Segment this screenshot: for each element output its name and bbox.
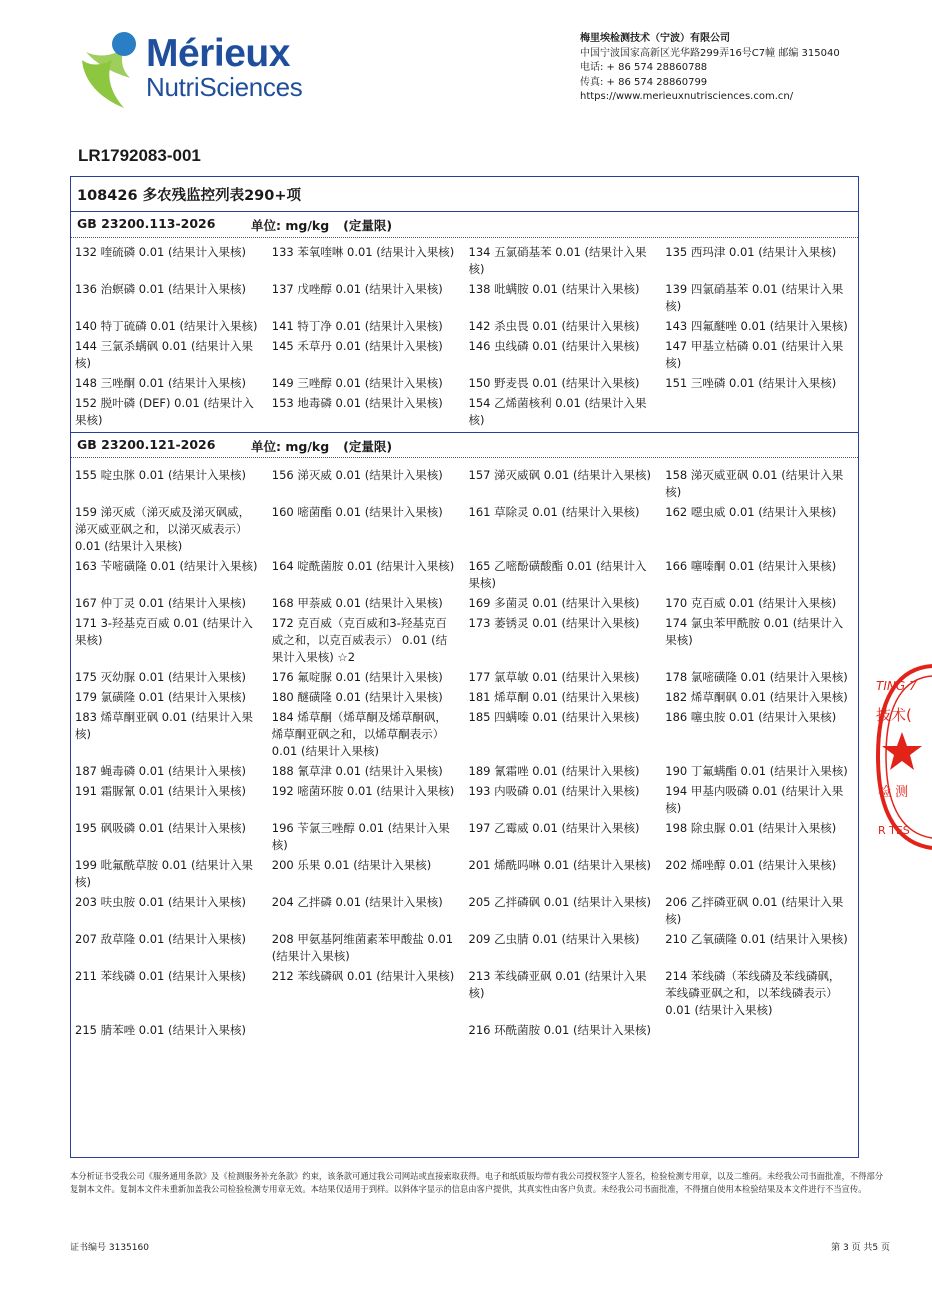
inspection-stamp-icon bbox=[872, 662, 932, 852]
stamp-mid-text: 技术( bbox=[876, 706, 912, 724]
analyte-cell: 204 乙拌磷 0.01 (结果计入果核) bbox=[271, 895, 443, 909]
section-standard: GB 23200.113-2026 bbox=[77, 216, 216, 231]
analyte-cell: 167 仲丁灵 0.01 (结果计入果核) bbox=[75, 596, 246, 610]
table-row bbox=[71, 467, 858, 501]
analyte-cell: 146 虫线磷 0.01 (结果计入果核) bbox=[468, 339, 640, 353]
analyte-cell: 159 涕灭威（涕灭威及涕灭砜威，涕灭威亚砜之和，以涕灭威表示） 0.01 (结果计入果核) bbox=[75, 505, 251, 553]
analyte-cell: 142 杀虫畏 0.01 (结果计入果核) bbox=[468, 319, 640, 333]
analyte-cell: 134 五氯硝基苯 0.01 (结果计入果核) bbox=[468, 245, 647, 276]
analyte-cell: 156 涕灭威 0.01 (结果计入果核) bbox=[271, 468, 443, 482]
stamp-top-text: TING 7 bbox=[876, 679, 917, 693]
analyte-cell: 214 苯线磷（苯线磷及苯线磷砜，苯线磷亚砜之和，以苯线磷表示） 0.01 (结果计入果核) bbox=[665, 969, 841, 1017]
analyte-cell: 154 乙烯菌核利 0.01 (结果计入果核) bbox=[468, 396, 647, 427]
table-row bbox=[71, 894, 858, 928]
company-info bbox=[580, 32, 900, 105]
analyte-cell: 162 噁虫威 0.01 (结果计入果核) bbox=[665, 505, 837, 519]
analyte-cell: 141 特丁净 0.01 (结果计入果核) bbox=[271, 319, 443, 333]
analyte-cell: 157 涕灭威砜 0.01 (结果计入果核) bbox=[468, 468, 651, 482]
company-fax: 传真: + 86 574 28860799 bbox=[580, 76, 708, 88]
analyte-cell: 148 三唑酮 0.01 (结果计入果核) bbox=[75, 376, 246, 390]
analyte-cell: 143 四氟醚唑 0.01 (结果计入果核) bbox=[665, 319, 848, 333]
section-header bbox=[71, 212, 858, 238]
page-number: 第 3 页 共5 页 bbox=[831, 1243, 890, 1253]
table-row bbox=[71, 968, 858, 1019]
analyte-cell: 145 禾草丹 0.01 (结果计入果核) bbox=[271, 339, 443, 353]
analyte-cell: 187 蝇毒磷 0.01 (结果计入果核) bbox=[75, 764, 246, 778]
table-row bbox=[71, 689, 858, 706]
analyte-cell bbox=[268, 1022, 465, 1039]
analyte-cell: 215 腈苯唑 0.01 (结果计入果核) bbox=[75, 1023, 246, 1037]
analyte-cell: 202 烯唑醇 0.01 (结果计入果核) bbox=[665, 858, 837, 872]
analyte-cell: 173 萎锈灵 0.01 (结果计入果核) bbox=[468, 616, 640, 630]
analyte-cell: 178 氯嘧磺隆 0.01 (结果计入果核) bbox=[665, 670, 848, 684]
analyte-cell: 170 克百威 0.01 (结果计入果核) bbox=[665, 596, 837, 610]
analyte-cell: 184 烯草酮（烯草酮及烯草酮砜，烯草酮亚砜之和，以烯草酮表示） 0.01 (结果计入果核) bbox=[271, 710, 447, 758]
analyte-cell: 171 3-羟基克百威 0.01 (结果计入果核) bbox=[75, 616, 253, 647]
table-row bbox=[71, 763, 858, 780]
analyte-cell: 176 氟啶脲 0.01 (结果计入果核) bbox=[271, 670, 443, 684]
analyte-cell: 203 呋虫胺 0.01 (结果计入果核) bbox=[75, 895, 246, 909]
analyte-cell: 163 苄嘧磺隆 0.01 (结果计入果核) bbox=[75, 559, 258, 573]
analyte-cell: 189 氰霜唑 0.01 (结果计入果核) bbox=[468, 764, 640, 778]
analyte-cell bbox=[661, 395, 858, 429]
analyte-cell: 191 霜脲氰 0.01 (结果计入果核) bbox=[75, 784, 246, 798]
table-row bbox=[71, 857, 858, 891]
analyte-cell: 181 烯草酮 0.01 (结果计入果核) bbox=[468, 690, 640, 704]
analyte-cell: 168 甲萘威 0.01 (结果计入果核) bbox=[271, 596, 443, 610]
table-row bbox=[71, 931, 858, 965]
merieux-logo bbox=[78, 30, 310, 110]
table-row bbox=[71, 318, 858, 335]
table-row bbox=[71, 281, 858, 315]
analyte-cell: 212 苯线磷砜 0.01 (结果计入果核) bbox=[271, 969, 455, 983]
analyte-cell: 165 乙嘧酚磺酸酯 0.01 (结果计入果核) bbox=[468, 559, 647, 590]
analyte-cell: 161 草除灵 0.01 (结果计入果核) bbox=[468, 505, 640, 519]
analyte-cell: 199 吡氟酰草胺 0.01 (结果计入果核) bbox=[75, 858, 254, 889]
table-row bbox=[71, 338, 858, 372]
analyte-cell: 137 戊唑醇 0.01 (结果计入果核) bbox=[271, 282, 443, 296]
logo-wordmark-line1: Mérieux bbox=[146, 32, 290, 75]
table-row bbox=[71, 595, 858, 612]
analyte-cell: 144 三氯杀螨砜 0.01 (结果计入果核) bbox=[75, 339, 254, 370]
analyte-cell: 153 地毒磷 0.01 (结果计入果核) bbox=[271, 396, 443, 410]
analyte-cell: 149 三唑醇 0.01 (结果计入果核) bbox=[271, 376, 443, 390]
lq-label: (定量限) bbox=[343, 218, 393, 233]
company-phone: 电话: + 86 574 28860788 bbox=[580, 62, 708, 73]
analyte-cell: 180 醚磺隆 0.01 (结果计入果核) bbox=[271, 690, 443, 704]
analyte-cell: 151 三唑磷 0.01 (结果计入果核) bbox=[665, 376, 837, 390]
analyte-cell: 198 除虫脲 0.01 (结果计入果核) bbox=[665, 821, 837, 835]
analyte-cell: 207 敌草隆 0.01 (结果计入果核) bbox=[75, 932, 246, 946]
analyte-cell: 201 烯酰吗啉 0.01 (结果计入果核) bbox=[468, 858, 651, 872]
analyte-cell: 133 苯氧喹啉 0.01 (结果计入果核) bbox=[271, 245, 455, 259]
analyte-cell: 135 西玛津 0.01 (结果计入果核) bbox=[665, 245, 837, 259]
unit-label: 单位: mg/kg bbox=[251, 439, 330, 454]
table-row bbox=[71, 395, 858, 429]
analyte-cell: 147 甲基立枯磷 0.01 (结果计入果核) bbox=[665, 339, 844, 370]
company-website: https://www.merieuxnutrisciences.com.cn/ bbox=[580, 91, 794, 102]
table-row bbox=[71, 558, 858, 592]
analyte-cell: 152 脱叶磷 (DEF) 0.01 (结果计入果核) bbox=[75, 396, 254, 427]
section-unit bbox=[251, 437, 392, 455]
analyte-cell: 179 氯磺隆 0.01 (结果计入果核) bbox=[75, 690, 246, 704]
section-header bbox=[71, 432, 858, 458]
section-gb-23200-113 bbox=[71, 212, 858, 429]
analyte-cell: 158 涕灭威亚砜 0.01 (结果计入果核) bbox=[665, 468, 844, 499]
analyte-cell: 211 苯线磷 0.01 (结果计入果核) bbox=[75, 969, 246, 983]
analyte-cell: 200 乐果 0.01 (结果计入果核) bbox=[271, 858, 432, 872]
table-row bbox=[71, 244, 858, 278]
analyte-cell: 197 乙霉威 0.01 (结果计入果核) bbox=[468, 821, 640, 835]
analyte-cell: 136 治螟磷 0.01 (结果计入果核) bbox=[75, 282, 246, 296]
analyte-cell: 175 灭幼脲 0.01 (结果计入果核) bbox=[75, 670, 246, 684]
analyte-cell: 169 多菌灵 0.01 (结果计入果核) bbox=[468, 596, 640, 610]
analyte-cell bbox=[661, 1022, 858, 1039]
analyte-cell: 160 嘧菌酯 0.01 (结果计入果核) bbox=[271, 505, 443, 519]
section-rows bbox=[71, 458, 858, 1039]
analyte-cell: 132 喹硫磷 0.01 (结果计入果核) bbox=[75, 245, 246, 259]
table-row bbox=[71, 709, 858, 760]
stamp-lower-text: 检 测 bbox=[878, 785, 909, 800]
report-number: LR1792083-001 bbox=[78, 146, 201, 165]
unit-label: 单位: mg/kg bbox=[251, 218, 330, 233]
analyte-cell: 155 啶虫脒 0.01 (结果计入果核) bbox=[75, 468, 246, 482]
analyte-cell: 138 吡螨胺 0.01 (结果计入果核) bbox=[468, 282, 640, 296]
analyte-cell: 139 四氯硝基苯 0.01 (结果计入果核) bbox=[665, 282, 844, 313]
table-row bbox=[71, 820, 858, 854]
table-title: 108426 多农残监控列表290+项 bbox=[71, 177, 858, 212]
logo-wordmark-line2: NutriSciences bbox=[146, 72, 303, 102]
table-row bbox=[71, 1022, 858, 1039]
analyte-cell: 150 野麦畏 0.01 (结果计入果核) bbox=[468, 376, 640, 390]
analyte-cell: 183 烯草酮亚砜 0.01 (结果计入果核) bbox=[75, 710, 254, 741]
analyte-cell: 213 苯线磷亚砜 0.01 (结果计入果核) bbox=[468, 969, 647, 1000]
analyte-cell: 186 噻虫胺 0.01 (结果计入果核) bbox=[665, 710, 837, 724]
analyte-cell: 185 四螨嗪 0.01 (结果计入果核) bbox=[468, 710, 640, 724]
section-unit bbox=[251, 216, 392, 234]
analyte-cell: 190 丁氟螨酯 0.01 (结果计入果核) bbox=[665, 764, 848, 778]
section-rows bbox=[71, 238, 858, 429]
lq-label: (定量限) bbox=[343, 439, 393, 454]
analyte-cell: 164 啶酰菌胺 0.01 (结果计入果核) bbox=[271, 559, 455, 573]
logo-mark-icon bbox=[78, 30, 148, 110]
analyte-cell: 208 甲氨基阿维菌素苯甲酸盐 0.01 (结果计入果核) bbox=[271, 932, 454, 963]
analyte-cell: 210 乙氧磺隆 0.01 (结果计入果核) bbox=[665, 932, 848, 946]
analyte-cell: 194 甲基内吸磷 0.01 (结果计入果核) bbox=[665, 784, 844, 815]
section-gb-23200-121 bbox=[71, 432, 858, 1039]
analyte-cell: 205 乙拌磷砜 0.01 (结果计入果核) bbox=[468, 895, 651, 909]
results-table bbox=[70, 176, 859, 1158]
company-name: 梅里埃检测技术（宁波）有限公司 bbox=[580, 33, 730, 44]
company-address: 中国宁波国家高新区光华路299弄16号C7幢 邮编 315040 bbox=[580, 47, 840, 59]
analyte-cell: 140 特丁硫磷 0.01 (结果计入果核) bbox=[75, 319, 258, 333]
table-row bbox=[71, 504, 858, 555]
table-row bbox=[71, 783, 858, 817]
analyte-cell: 174 氯虫苯甲酰胺 0.01 (结果计入果核) bbox=[665, 616, 844, 647]
table-row bbox=[71, 375, 858, 392]
analyte-cell: 188 氰草津 0.01 (结果计入果核) bbox=[271, 764, 443, 778]
analyte-cell: 177 氯草敏 0.01 (结果计入果核) bbox=[468, 670, 640, 684]
table-row bbox=[71, 615, 858, 666]
analyte-cell: 166 噻嗪酮 0.01 (结果计入果核) bbox=[665, 559, 837, 573]
analyte-cell: 196 苄氯三唑醇 0.01 (结果计入果核) bbox=[271, 821, 450, 852]
table-row bbox=[71, 669, 858, 686]
section-standard: GB 23200.121-2026 bbox=[77, 437, 216, 452]
analyte-cell: 195 砜吸磷 0.01 (结果计入果核) bbox=[75, 821, 246, 835]
analyte-cell: 172 克百威（克百威和3-羟基克百威之和，以克百威表示） 0.01 (结果计入果核) ☆2 bbox=[271, 616, 448, 664]
footer-disclaimer: 本分析证书受我公司《服务通用条款》及《检测服务补充条款》约束，该条款可通过我公司网站或直接索取获得。电子和纸质版均带有我公司授权签字人签名，检验检测专用章，以及二维码。未经我公司书面批准，不得部分复制本文件。复制本文件未重新加盖我公司检验检测专用章无效。本结果仅适用于到样。以斜体字显示的信息由客户提供，其真实性由客户负责。未经我公司书面批准，不得擅自使用本检验结果及本文件进行不当宣传。 bbox=[70, 1171, 884, 1194]
analyte-cell: 216 环酰菌胺 0.01 (结果计入果核) bbox=[468, 1023, 651, 1037]
analyte-cell: 182 烯草酮砜 0.01 (结果计入果核) bbox=[665, 690, 848, 704]
analyte-cell: 206 乙拌磷亚砜 0.01 (结果计入果核) bbox=[665, 895, 844, 926]
analyte-cell: 192 嘧菌环胺 0.01 (结果计入果核) bbox=[271, 784, 455, 798]
analyte-cell: 193 内吸磷 0.01 (结果计入果核) bbox=[468, 784, 640, 798]
certificate-number: 证书编号 3135160 bbox=[70, 1243, 149, 1253]
analyte-cell: 209 乙虫腈 0.01 (结果计入果核) bbox=[468, 932, 640, 946]
stamp-bottom-text: R TES bbox=[878, 824, 910, 837]
